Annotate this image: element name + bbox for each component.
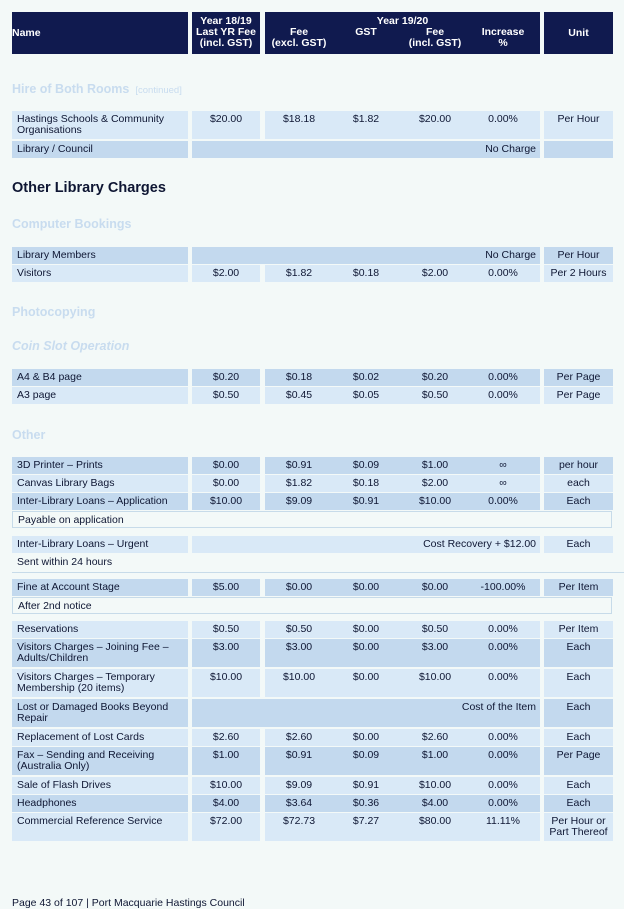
row-note-value: No Charge (485, 249, 536, 261)
row-gst: $0.36 (352, 797, 380, 809)
row-gst: $7.27 (352, 815, 380, 827)
row-last-year: $1.00 (212, 749, 240, 761)
row-unit: Each (566, 671, 591, 683)
row-unit: Each (566, 731, 591, 743)
row-fee-excl: $0.91 (285, 459, 313, 471)
table-row (0, 475, 624, 492)
row-increase: 0.00% (488, 113, 518, 125)
row-fee-excl: $1.82 (285, 267, 313, 279)
row-fee-incl: $20.00 (418, 113, 452, 125)
table-row (0, 813, 624, 841)
row-name: Reservations (17, 623, 79, 635)
table-row (0, 493, 624, 510)
row-last-year: $72.00 (209, 815, 243, 827)
row-last-year: $0.50 (212, 389, 240, 401)
row-fee-incl: $2.00 (421, 267, 449, 279)
note-text: Sent within 24 hours (17, 556, 113, 568)
row-unit: Each (566, 538, 591, 550)
row-unit: Per Item (558, 581, 599, 593)
row-fee-excl: $0.45 (285, 389, 313, 401)
row-fee-excl: $9.09 (285, 495, 313, 507)
row-unit: Each (566, 495, 591, 507)
row-unit: Per Page (556, 371, 601, 383)
row-unit: per hour (558, 459, 599, 471)
table-row (0, 639, 624, 667)
row-fee-incl: $10.00 (418, 671, 452, 683)
row-gst: $0.91 (352, 495, 380, 507)
row-name: Headphones (17, 797, 77, 809)
header-increase-pct: % (498, 37, 508, 49)
row-unit: Per Hour or Part Thereof (549, 815, 608, 838)
row-increase: 0.00% (488, 779, 518, 791)
row-name: Hastings Schools & Community Organisations (17, 113, 165, 136)
header-unit: Unit (568, 27, 589, 39)
page-footer: Page 43 of 107 | Port Macquarie Hastings Council (12, 897, 245, 909)
row-name: Visitors (17, 267, 52, 279)
row-name: Inter-Library Loans – Application (17, 495, 168, 507)
row-last-year: $10.00 (209, 495, 243, 507)
row-gst: $0.00 (352, 671, 380, 683)
row-unit: Per 2 Hours (550, 267, 607, 279)
section-photocopying: Photocopying (12, 305, 96, 319)
row-last-year: $2.00 (212, 267, 240, 279)
table-row (0, 536, 624, 553)
row-note-value: Cost of the Item (461, 701, 536, 713)
row-last-year: $10.00 (209, 779, 243, 791)
row-name: Visitors Charges – Joining Fee – Adults/Children (17, 641, 169, 664)
row-fee-excl: $9.09 (285, 779, 313, 791)
row-fee-incl: $1.00 (421, 749, 449, 761)
row-last-year: $10.00 (209, 671, 243, 683)
table-row (0, 247, 624, 264)
row-unit: Per Hour (557, 113, 600, 125)
row-gst: $0.00 (352, 731, 380, 743)
row-note-value: Cost Recovery + $12.00 (423, 538, 536, 550)
row-fee-excl: $18.18 (282, 113, 316, 125)
row-fee-incl: $2.60 (421, 731, 449, 743)
row-fee-incl: $10.00 (418, 495, 452, 507)
row-fee-incl: $4.00 (421, 797, 449, 809)
row-last-year: $2.60 (212, 731, 240, 743)
row-name: Fine at Account Stage (17, 581, 120, 593)
row-unit: Per Item (558, 623, 599, 635)
row-unit: Each (566, 779, 591, 791)
row-gst: $0.00 (352, 641, 380, 653)
row-increase: 0.00% (488, 267, 518, 279)
row-last-year: $4.00 (212, 797, 240, 809)
row-unit: Per Page (556, 749, 601, 761)
section-coin-slot: Coin Slot Operation (12, 339, 130, 353)
row-name: Canvas Library Bags (17, 477, 115, 489)
header-fee-excl-label: Fee (289, 26, 309, 38)
table-row (0, 699, 624, 727)
row-fee-excl: $0.50 (285, 623, 313, 635)
row-name: Visitors Charges – Temporary Membership (20 items) (17, 671, 155, 694)
row-name: Library Members (17, 249, 96, 261)
section-hire-both-rooms (12, 82, 182, 96)
row-gst: $0.02 (352, 371, 380, 383)
row-name: Library / Council (17, 143, 93, 155)
row-fee-incl: $10.00 (418, 779, 452, 791)
section-computer-bookings: Computer Bookings (12, 217, 132, 231)
header-current-year-cell (265, 12, 540, 54)
row-fee-excl: $10.00 (282, 671, 316, 683)
row-last-year: $0.00 (212, 477, 240, 489)
row-fee-excl: $3.00 (285, 641, 313, 653)
row-last-year: $0.20 (212, 371, 240, 383)
header-fee-excl-sub: (excl. GST) (271, 37, 327, 49)
row-unit: each (567, 477, 590, 489)
row-unit: Each (566, 797, 591, 809)
header-gst: GST (355, 26, 377, 38)
row-fee-incl: $0.50 (421, 389, 449, 401)
row-unit: Per Hour (557, 249, 600, 261)
row-gst: $0.09 (352, 459, 380, 471)
row-gst: $0.05 (352, 389, 380, 401)
row-last-year: $0.50 (212, 623, 240, 635)
header-unit-cell (544, 12, 613, 54)
note-row (12, 597, 612, 614)
row-fee-incl: $3.00 (421, 641, 449, 653)
row-increase: 0.00% (488, 671, 518, 683)
row-fee-incl: $80.00 (418, 815, 452, 827)
row-increase: -100.00% (480, 581, 526, 593)
table-row (0, 747, 624, 775)
row-name: Commercial Reference Service (17, 815, 163, 827)
header-fee-incl-sub: (incl. GST) (408, 37, 462, 49)
row-fee-incl: $1.00 (421, 459, 449, 471)
note-text: Payable on application (18, 514, 124, 526)
row-fee-incl: $2.00 (421, 477, 449, 489)
row-increase: 0.00% (488, 641, 518, 653)
row-name: Replacement of Lost Cards (17, 731, 145, 743)
header-last-year-label: Year 18/19 (200, 15, 252, 27)
note-row (12, 511, 612, 528)
table-row (0, 369, 624, 386)
note-row (12, 555, 624, 573)
row-increase: 0.00% (488, 495, 518, 507)
row-fee-incl: $0.00 (421, 581, 449, 593)
table-row (0, 387, 624, 404)
row-fee-excl: $0.91 (285, 749, 313, 761)
row-gst: $0.18 (352, 477, 380, 489)
row-fee-incl: $0.20 (421, 371, 449, 383)
table-row (0, 795, 624, 812)
row-fee-excl: $0.00 (285, 581, 313, 593)
note-text: After 2nd notice (18, 600, 92, 612)
table-row (0, 729, 624, 746)
section-other: Other (12, 428, 46, 442)
table-row (0, 457, 624, 474)
other-library-charges-title: Other Library Charges (12, 180, 166, 196)
row-name: Lost or Damaged Books Beyond Repair (17, 701, 169, 724)
header-name-cell (12, 12, 188, 54)
row-fee-excl: $1.82 (285, 477, 313, 489)
row-name: A3 page (17, 389, 57, 401)
row-unit: Each (566, 641, 591, 653)
row-name: Sale of Flash Drives (17, 779, 111, 791)
table-row (0, 669, 624, 697)
row-increase: ∞ (499, 459, 507, 471)
row-gst: $0.09 (352, 749, 380, 761)
row-gst: $0.18 (352, 267, 380, 279)
row-last-year: $0.00 (212, 459, 240, 471)
table-row (0, 777, 624, 794)
table-row (0, 621, 624, 638)
header-current-year: Year 19/20 (376, 15, 429, 27)
row-note-value: No Charge (485, 143, 536, 155)
row-fee-excl: $2.60 (285, 731, 313, 743)
row-last-year: $5.00 (212, 581, 240, 593)
row-name: Inter-Library Loans – Urgent (17, 538, 149, 550)
header-last-year-fee: Last YR Fee (196, 26, 256, 38)
table-row (0, 111, 624, 139)
header-fee-incl-label: Fee (425, 26, 445, 38)
row-increase: 0.00% (488, 623, 518, 635)
header-increase: Increase (481, 26, 525, 38)
row-fee-excl: $0.18 (285, 371, 313, 383)
table-row (0, 265, 624, 282)
row-gst: $0.00 (352, 581, 380, 593)
row-increase: ∞ (499, 477, 507, 489)
row-fee-incl: $0.50 (421, 623, 449, 635)
header-last-year-cell (192, 12, 260, 54)
table-row (0, 141, 624, 158)
row-unit: Per Page (556, 389, 601, 401)
row-name: 3D Printer – Prints (17, 459, 103, 471)
row-name: A4 & B4 page (17, 371, 82, 383)
row-increase: 0.00% (488, 797, 518, 809)
row-increase: 0.00% (488, 749, 518, 761)
row-increase: 0.00% (488, 371, 518, 383)
row-increase: 0.00% (488, 731, 518, 743)
section-hire-title: Hire of Both Rooms (12, 82, 130, 96)
row-gst: $0.00 (352, 623, 380, 635)
row-unit: Each (566, 701, 591, 713)
header-last-year-incl: (incl. GST) (199, 37, 253, 49)
row-fee-excl: $72.73 (282, 815, 316, 827)
row-increase: 11.11% (485, 815, 521, 827)
row-fee-excl: $3.64 (285, 797, 313, 809)
row-last-year: $3.00 (212, 641, 240, 653)
row-increase: 0.00% (488, 389, 518, 401)
row-name: Fax – Sending and Receiving (Australia Only) (17, 749, 155, 772)
row-last-year: $20.00 (209, 113, 243, 125)
header-name: Name (12, 27, 41, 39)
row-gst: $1.82 (352, 113, 380, 125)
section-hire-continued: [continued] (135, 85, 182, 96)
table-row (0, 579, 624, 596)
row-gst: $0.91 (352, 779, 380, 791)
